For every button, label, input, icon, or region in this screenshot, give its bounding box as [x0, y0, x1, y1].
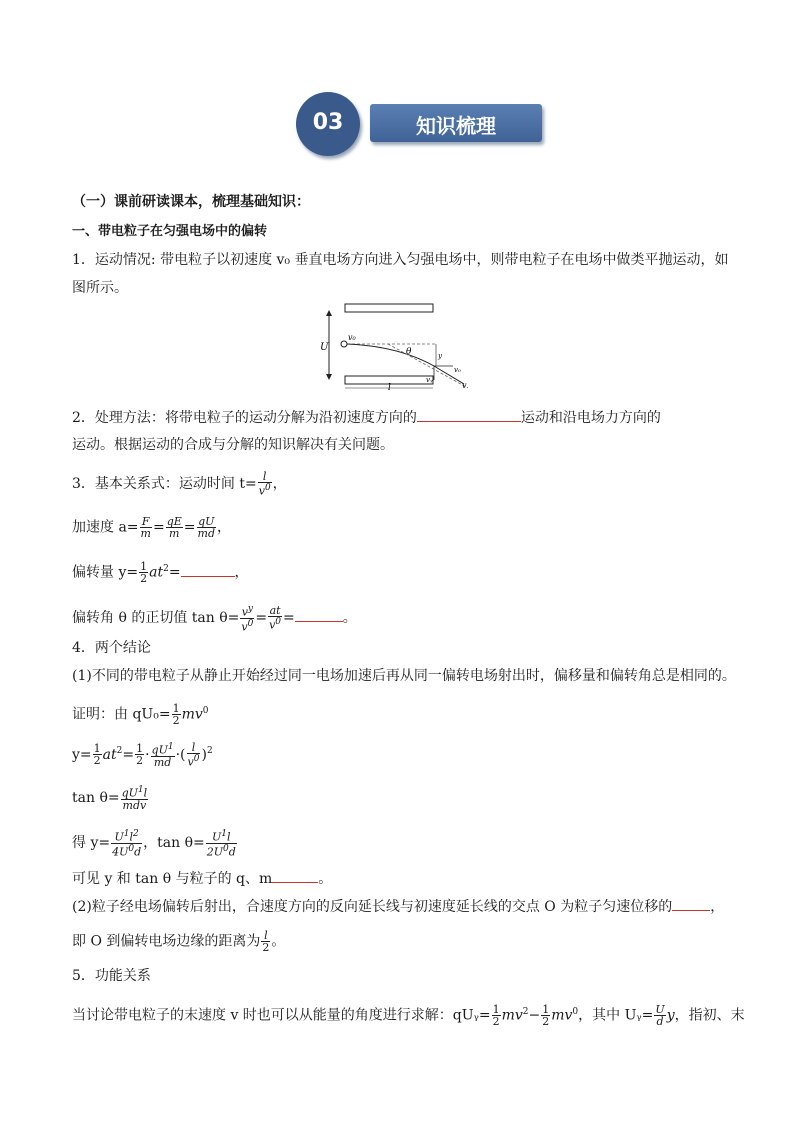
item4-proof-label: 证明：由 qU₀=	[72, 706, 171, 723]
item3-deflection-label: 偏转量 y=	[72, 564, 139, 581]
item3-time: 3．基本关系式：运动时间 t= $\frac{l}{v^0}$ ，	[72, 470, 287, 498]
item2-text-b: 运动和沿电场力方向的	[520, 410, 661, 426]
top-plate	[345, 304, 433, 312]
item3-angle-label: 偏转角 θ 的正切值 tan θ=	[72, 610, 240, 627]
item2-line1	[72, 408, 661, 427]
y-label: y	[438, 352, 442, 360]
item4-get-tan: ，tan θ=	[143, 835, 205, 852]
vy-label: vᵧ	[426, 376, 433, 384]
item4-tan-label: tan θ=	[72, 789, 120, 806]
item3-accel: 加速度 a= $\frac{F}{m}$ = $\frac{qE}{m}$ = $\frac{qU}{md}$ ，	[72, 515, 231, 540]
trajectory	[347, 344, 434, 366]
item4-see: 可见 y 和 tan θ 与粒子的 q、m 。	[72, 871, 333, 887]
blank-independent[interactable]	[272, 869, 318, 883]
item5-line1: 当讨论带电粒子的末速度 v 时也可以从能量的角度进行求解：qUᵧ= $\frac{1}{2}$ $mv^2-$ $\frac{1}{2}$ $mv^0$，其中 Uᵧ= $\frac{U}{d}$ y，指初、末	[72, 1003, 745, 1029]
item4-proof: 证明：由 qU₀= $\frac{1}{2}$ $mv^0$	[72, 702, 209, 728]
item5-text-b: ，其中 Uᵧ=	[578, 1007, 654, 1024]
item4-see-text: 可见 y 和 tan θ 与粒子的 q、m	[72, 871, 273, 887]
blank-midpoint[interactable]	[672, 897, 710, 911]
blank-tan[interactable]	[295, 608, 343, 622]
v-label: v	[462, 381, 467, 390]
item5-title: 5．功能关系	[72, 968, 151, 984]
item4-tan-eq: tan θ= $\frac{qU^1l}{\text{mdv}}$	[72, 785, 148, 812]
blank-uniform-motion[interactable]	[417, 408, 521, 422]
item5-text-a: 当讨论带电粒子的末速度 v 时也可以从能量的角度进行求解：qUᵧ=	[72, 1007, 491, 1024]
item4-y-label: y=	[72, 746, 92, 763]
item4-title: 4．两个结论	[72, 640, 151, 656]
item4-conclusion2: (2)粒子经电场偏转后射出，合速度方向的反向延长线与初速度延长线的交点 O 为粒子匀速位移的 ，	[72, 899, 725, 915]
v0-label: v₀	[348, 333, 356, 342]
item3-angle: 偏转角 θ 的正切值 tan θ= $\frac{v^y}{v^0}$ = $\frac{at}{v^0}$ = 。	[72, 604, 357, 634]
item1-line1: 1．运动情况: 带电粒子以初速度 v₀ 垂直电场方向进入匀强电场中，则带电粒子在电场中做类平抛运动，如	[72, 252, 729, 268]
item2-text-a: 2．处理方法：将带电粒子的运动分解为沿初速度方向的	[72, 410, 417, 426]
item1-line2: 图所示。	[72, 280, 128, 296]
item3-deflection: 偏转量 y= $\frac{1}{2}$ $at^2=$ ，	[72, 560, 249, 586]
deflection-diagram	[318, 300, 478, 390]
item3-accel-label: 加速度 a=	[72, 519, 139, 536]
section-heading: （一）课前研读课本，梳理基础知识：	[72, 194, 310, 210]
item2-line2: 运动。根据运动的合成与分解的知识解决有关问题。	[72, 437, 394, 453]
item5-text-c: ，指初、末	[674, 1007, 745, 1024]
subsection-heading: 一、带电粒子在匀强电场中的偏转	[72, 224, 268, 239]
theta-label: θ	[406, 347, 412, 357]
item4-distance: 即 O 到偏转电场边缘的距离为 $\frac{l}{2}$ 。	[72, 929, 286, 954]
v0-exit-label: v₀	[454, 366, 461, 374]
blank-deflection[interactable]	[181, 563, 235, 577]
item4-result: 得 y= $\frac{U^1l^2}{4U^0d}$ ，tan θ= $\frac{U^1l}{2U^0d}$	[72, 829, 236, 859]
length-label: l	[388, 383, 391, 390]
item4-conclusion1: (1)不同的带电粒子从静止开始经过同一电场加速后再从同一偏转电场射出时，偏移量和偏转角总是相同的。	[72, 668, 736, 684]
item4-get-label: 得 y=	[72, 835, 111, 852]
item3-intro: 3．基本关系式：运动时间 t=	[72, 475, 257, 492]
section-title: 知识梳理	[416, 114, 496, 138]
voltage-label: U	[320, 342, 329, 353]
section-number: 03	[312, 110, 344, 135]
item4-y-eq: y= $\frac{1}{2}$ $at^2=$ $\frac{1}{2}$ · $\frac{qU^1}{md}$ ·( $\frac{l}{v^0}$ )$^2$	[72, 741, 213, 769]
entry-point	[341, 341, 347, 347]
item4-c2-text: (2)粒子经电场偏转后射出，合速度方向的反向延长线与初速度延长线的交点 O 为粒子匀速位移的	[72, 899, 673, 915]
item4-distance-text: 即 O 到偏转电场边缘的距离为	[72, 933, 261, 950]
